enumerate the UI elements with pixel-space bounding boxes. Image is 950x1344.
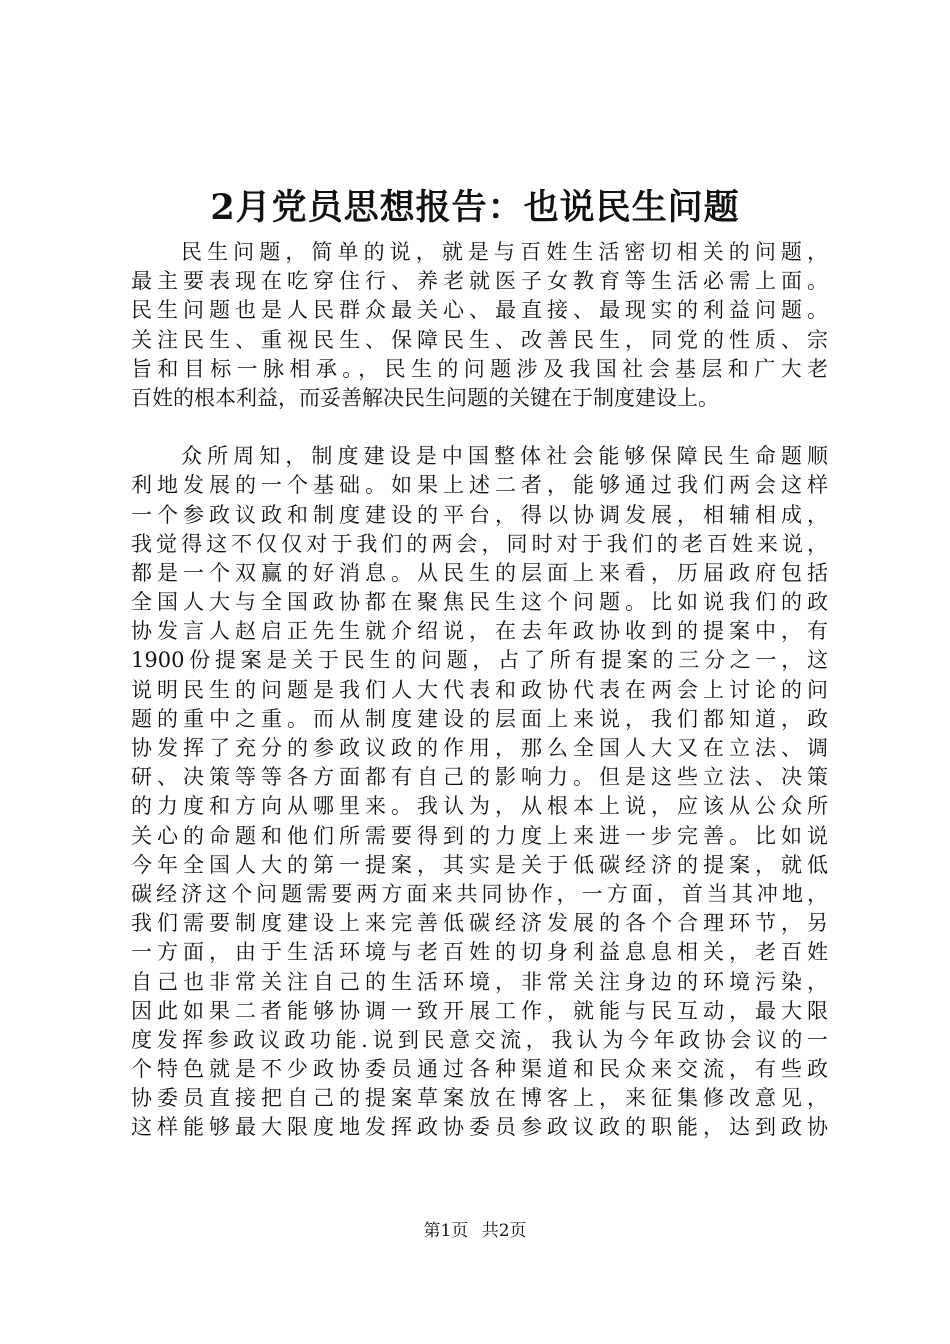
page-total: 共2页 <box>481 1221 527 1241</box>
paragraph-line: 1900份提案是关于民生的问题，占了所有提案的三分之一，这 <box>131 648 828 673</box>
paragraph-line: 我们需要制度建设上来完善低碳经济发展的各个合理环节，另 <box>131 911 828 936</box>
paragraph-line: 民生问题也是人民群众最关心、最直接、最现实的利益问题。 <box>131 298 828 323</box>
paragraph-line: 都是一个双赢的好消息。从民生的层面上来看，历届政府包括 <box>131 560 828 585</box>
paragraph-line: 协发挥了充分的参政议政的作用，那么全国人大又在立法、调 <box>131 736 828 760</box>
paragraph-line: 今年全国人大的第一提案，其实是关于低碳经济的提案，就低 <box>131 852 828 877</box>
paragraph-line: 关心的命题和他们所需要得到的力度上来进一步完善。比如说 <box>131 823 828 848</box>
paragraph-line: 一个参政议政和制度建设的平台，得以协调发展，相辅相成， <box>131 502 828 527</box>
paragraph <box>131 442 828 1143</box>
paragraph-line: 说明民生的问题是我们人大代表和政协代表在两会上讨论的问 <box>131 677 828 702</box>
paragraph-container <box>131 238 828 1143</box>
paragraph-line: 这样能够最大限度地发挥政协委员参政议政的职能，达到政协 <box>131 1115 828 1140</box>
paragraph-line: 全国人大与全国政协都在聚焦民生这个问题。比如说我们的政 <box>131 590 828 615</box>
paragraph-line: 利地发展的一个基础。如果上述二者，能够通过我们两会这样 <box>131 473 828 498</box>
paragraph-line: 碳经济这个问题需要两方面来共同协作，一方面，首当其冲地， <box>131 881 828 906</box>
paragraph-line: 研、决策等等各方面都有自己的影响力。但是这些立法、决策 <box>131 765 828 790</box>
paragraph-line: 我觉得这不仅仅对于我们的两会，同时对于我们的老百姓来说， <box>131 531 828 556</box>
paragraph-line: 的力度和方向从哪里来。我认为，从根本上说，应该从公众所 <box>131 794 828 819</box>
paragraph-line: 自己也非常关注自己的生活环境，非常关注身边的环境污染， <box>131 969 828 994</box>
paragraph-line: 关注民生、重视民生、保障民生、改善民生，同党的性质、宗 <box>131 327 828 352</box>
paragraph-line: 协委员直接把自己的提案草案放在博客上，来征集修改意见， <box>131 1086 828 1111</box>
paragraph-line: 百姓的根本利益，而妥善解决民生问题的关键在于制度建设上。 <box>131 385 719 410</box>
document-body <box>131 238 828 1143</box>
paragraph-line: 因此如果二者能够协调一致开展工作，就能与民互动，最大限 <box>131 998 828 1023</box>
paragraph-line: 度发挥参政议政功能.说到民意交流，我认为今年政协会议的一 <box>131 1027 828 1052</box>
paragraph-gap <box>131 413 828 442</box>
page-number: 第1页 <box>423 1221 469 1241</box>
paragraph-line: 协发言人赵启正先生就介绍说，在去年政协收到的提案中，有 <box>131 619 828 644</box>
paragraph-line: 最主要表现在吃穿住行、养老就医子女教育等生活必需上面。 <box>131 269 828 294</box>
paragraph-line: 民生问题，简单的说，就是与百姓生活密切相关的问题， <box>181 240 828 264</box>
paragraph <box>131 238 828 413</box>
paragraph-line: 个特色就是不少政协委员通过各种渠道和民众来交流，有些政 <box>131 1057 828 1082</box>
paragraph-line: 一方面，由于生活环境与老百姓的切身利益息息相关，老百姓 <box>131 940 828 965</box>
document-title: 2月党员思想报告：也说民生问题 <box>210 187 740 228</box>
paragraph-line: 题的重中之重。而从制度建设的层面上来说，我们都知道，政 <box>131 706 828 731</box>
paragraph-line: 众所周知，制度建设是中国整体社会能够保障民生命题顺 <box>181 444 828 469</box>
paragraph-line: 旨和目标一脉相承。，民生的问题涉及我国社会基层和广大老 <box>131 356 828 381</box>
page-footer <box>0 1219 950 1243</box>
